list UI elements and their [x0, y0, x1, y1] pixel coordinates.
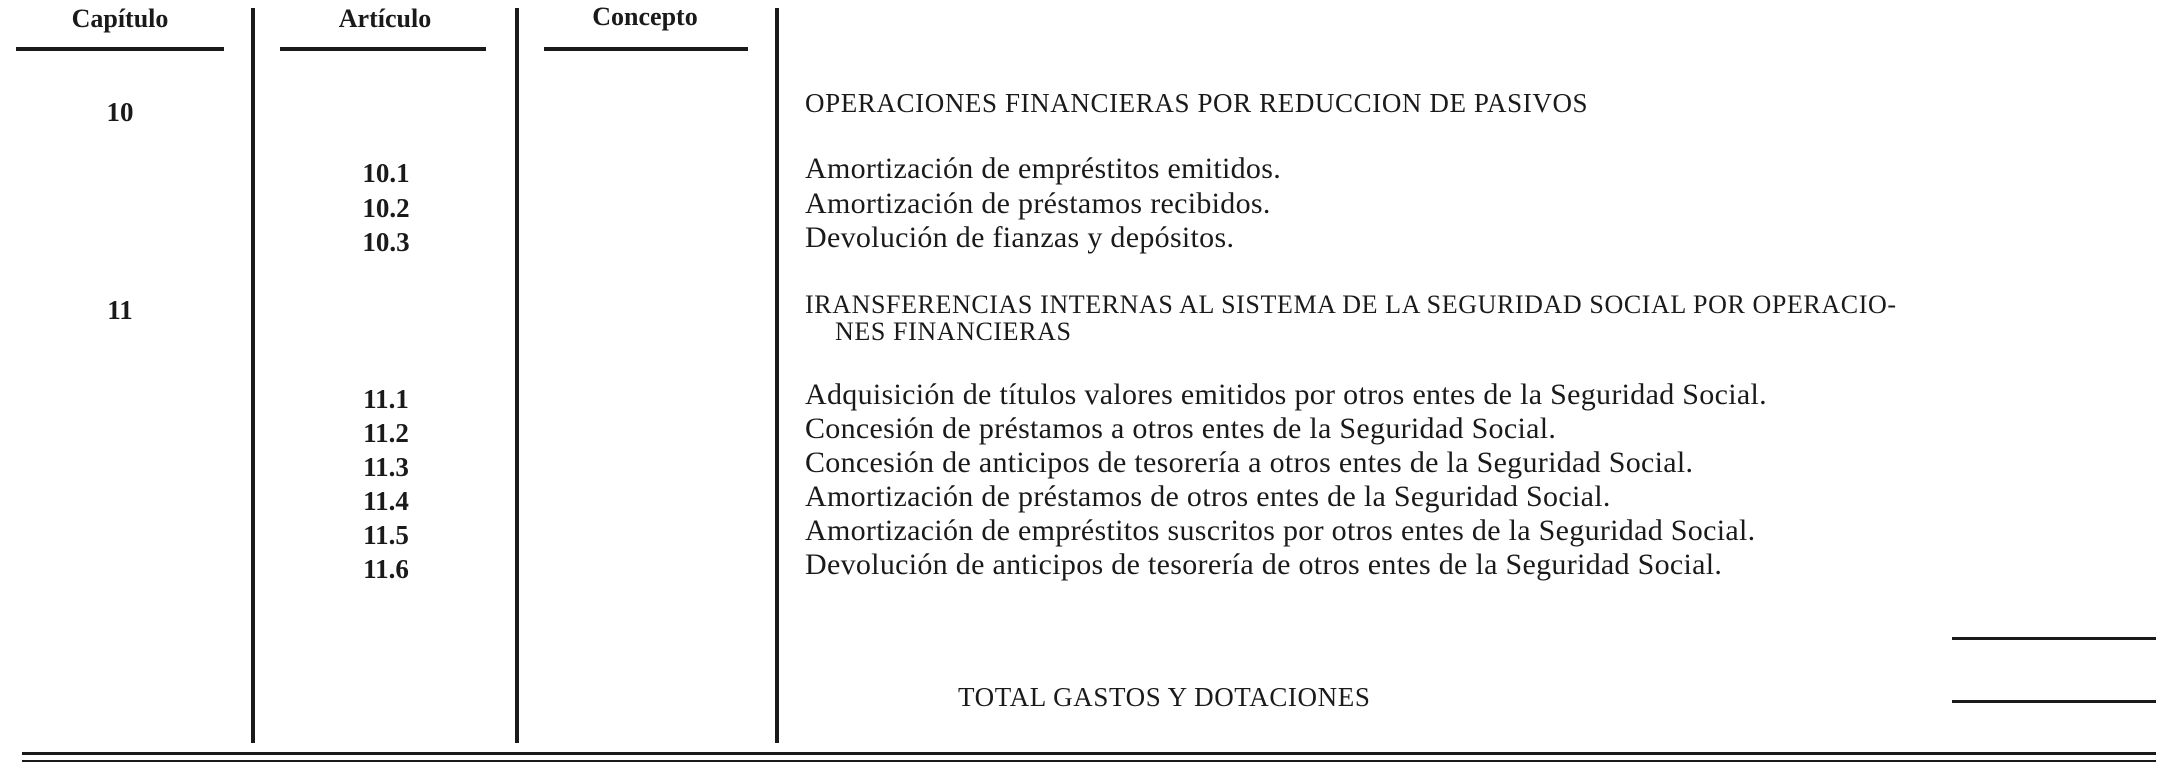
section-title-continuation: NES FINANCIERAS	[835, 317, 1072, 346]
articulo-number: 11.3	[363, 452, 409, 482]
articulo-number: 11.6	[363, 554, 409, 584]
subtotal-rule	[1952, 637, 2156, 640]
item-text: Amortización de préstamos recibidos.	[805, 187, 1271, 220]
column-divider-1	[251, 8, 255, 743]
column-divider-2	[515, 8, 519, 743]
total-rule	[1952, 700, 2156, 703]
bottom-rule-top	[22, 752, 2156, 755]
item-text: Devolución de anticipos de tesorería de otros entes de la Seguridad Social.	[805, 548, 1723, 581]
section-title: OPERACIONES FINANCIERAS POR REDUCCION DE PASIVOS	[805, 88, 1589, 118]
header-rule-capitulo	[16, 47, 224, 51]
header-capitulo: Capítulo	[71, 4, 169, 33]
capitulo-number: 11	[107, 295, 133, 325]
item-text: Amortización de empréstitos suscritos por otros entes de la Seguridad Social.	[805, 514, 1756, 547]
item-text: Concesión de préstamos a otros entes de la Seguridad Social.	[805, 412, 1557, 445]
articulo-number: 11.5	[363, 520, 409, 550]
articulo-number: 11.1	[363, 384, 409, 414]
item-text: Adquisición de títulos valores emitidos por otros entes de la Seguridad Social.	[805, 378, 1767, 411]
item-text: Amortización de empréstitos emitidos.	[805, 152, 1281, 185]
item-text: Amortización de préstamos de otros entes de la Seguridad Social.	[805, 480, 1611, 513]
header-rule-concepto	[544, 47, 748, 51]
articulo-number: 11.4	[363, 486, 409, 516]
bottom-rule-bottom	[22, 760, 2156, 762]
articulo-number: 11.2	[363, 418, 409, 448]
header-concepto: Concepto	[592, 2, 698, 31]
column-divider-3	[775, 8, 779, 743]
articulo-number: 10.3	[362, 227, 410, 257]
header-articulo: Artículo	[338, 4, 432, 33]
item-text: Concesión de anticipos de tesorería a otros entes de la Seguridad Social.	[805, 446, 1694, 479]
item-text: Devolución de fianzas y depósitos.	[805, 221, 1235, 254]
header-rule-articulo	[280, 47, 486, 51]
articulo-number: 10.2	[362, 193, 410, 223]
section-title: IRANSFERENCIAS INTERNAS AL SISTEMA DE LA SEGURIDAD SOCIAL POR OPERACIO-	[805, 290, 1897, 319]
total-label: TOTAL GASTOS Y DOTACIONES	[958, 682, 1371, 712]
articulo-number: 10.1	[362, 158, 410, 188]
capitulo-number: 10	[106, 97, 134, 127]
